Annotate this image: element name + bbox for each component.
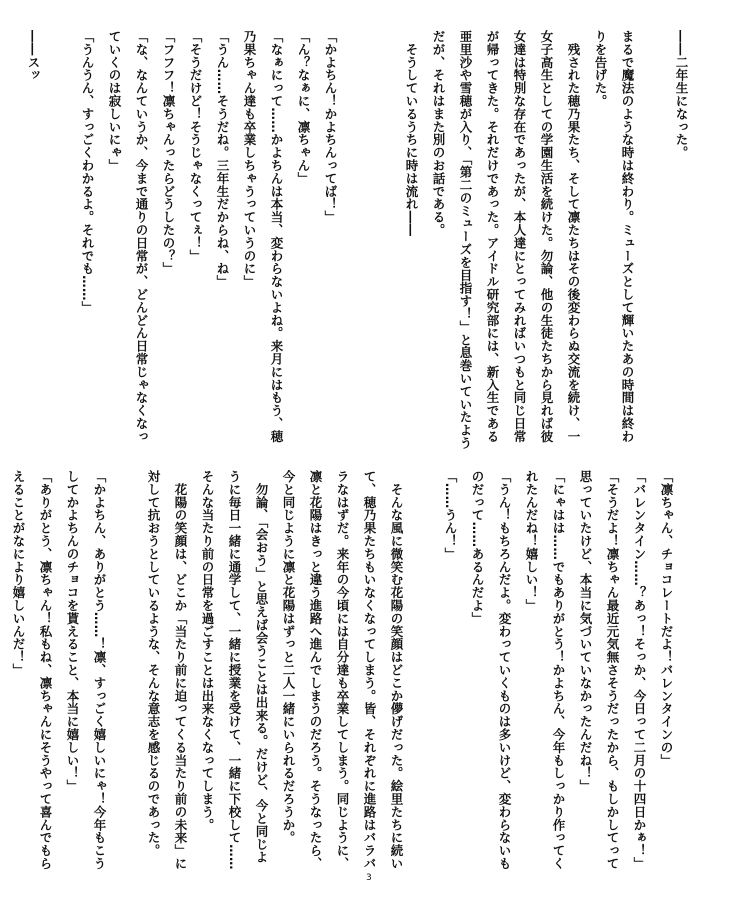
top-text-line: 「そうだけど！そうじゃなくってぇ！」 [188, 30, 203, 263]
bottom-text-line [113, 470, 140, 870]
top-text-line: ――スッ [26, 30, 41, 82]
bottom-text-line: 「そうだよ！凛ちゃん最近元気無さそうだったから、もしかしてって思っていたけど、本当に気づいていなかったんだね！」 [578, 470, 620, 870]
bottom-text-line: 「ありがとう、凛ちゃん！私もね、凛ちゃんにそうやって喜んでもらえることがなにより嬉しいんだ！」 [11, 470, 53, 870]
bottom-text-line: 「うん！もちろんだよ。変わっていくものは多いけど、変わらないものだって……あるんだよ」 [470, 470, 512, 870]
top-text-line: 「うん……そうだね。三年生だからね、ね」 [215, 30, 230, 288]
upper-text-block [26, 30, 695, 455]
bottom-text-line: 「かよちん、ありがとう……！凛、すっごく嬉しいにゃ！今年もこうしてかよちんのチョコを貰えること、本当に嬉しい！」 [65, 470, 107, 870]
top-text-line: 「うんうん、すっごくわかるよ。それでも……」 [80, 30, 95, 314]
top-text-line: まるで魔法のような時は終わり。ミューズとして輝いたあの時間は終わりを告げた。 [593, 30, 635, 443]
bottom-text-line: 「凛ちゃん、チョコレートだよ！バレンタインの」 [659, 470, 674, 767]
top-text-line [641, 30, 668, 455]
bottom-text-line: そんな風に微笑む花陽の笑顔はどこか儚げだった。絵里たちに続いて、穂乃果たちもいなくなってしまう。皆、それぞれに進路はバラバラなはずだ。来年の今頃には自分達も卒業してしまう。同じように、凛と花陽はきっと違う進路へ進んでしまうのだろう。そうなったら、今と同じように凛と花陽はずっと二人一緒にいられるだろうか。 [281, 470, 404, 870]
top-text-line: 「な、なんていうか、今まで通りの日常が、どんどん日常じゃなくなっていくのは寂しいにゃ」 [107, 30, 149, 443]
top-text-line: 残された穂乃果たち、そして凛たちはその後変わらぬ交流を続け、一女子高生としての学園生活を続けた。勿論、他の生徒たちから見れば彼女達は特別な存在であったが、本人達にとってみればいつもと同じ日常が帰ってきた。それだけであった。アイドル研究部には、新入生である亜里沙や雪穂が入り、「第二のミューズを目指す！」と息巻いていたようだが、それはまた別のお話である。 [431, 30, 581, 450]
top-text-line: 「フフフ！凛ちゃんったらどうしたの？」 [161, 30, 176, 276]
top-text-line: そうしているうちに時は流れ―― [404, 30, 419, 237]
page-number: 3 [366, 873, 372, 883]
top-text-line [47, 30, 74, 455]
bottom-text-line: 「にゃはは……でもありがとう！かよちん、今年もしっかり作ってくれたんだね！嬉しい！」 [524, 470, 566, 870]
bottom-text-line: 「……うん！」 [443, 470, 458, 561]
bottom-text-line [410, 470, 437, 870]
top-text-line: 「ん？なぁに、凛ちゃん」 [296, 30, 311, 185]
bottom-text-line: 勿論、「会おう」と思えば会うことは出来る。だけど、今と同じように毎日一緒に通学して、一緒に授業を受けて、一緒に下校して……そんな当たり前の日常を過ごすことは出来なくなってしまう。 [200, 470, 269, 870]
top-text-line: ――二年生になった。 [674, 30, 689, 159]
top-text-line: 「なぁにって……かよちんは本当、変わらないよね。来月にはもう、穂乃果ちゃん達も卒業しちゃうっていうのに」 [242, 30, 284, 443]
top-text-line [0, 30, 20, 455]
bottom-text-line: 花陽の笑顔は、どこか「当たり前に迫ってくる当たり前の未来」に対して抗おうとしているような、そんな意志を感じるのであった。 [146, 470, 188, 870]
top-text-line [344, 30, 371, 455]
top-text-line [371, 30, 398, 455]
lower-text-block [11, 470, 680, 870]
top-text-line: 「かよちん！かよちんってば！」 [323, 30, 338, 224]
bottom-text-line: 「バレンタイン……？あっ！そっか、今日って二月の十四日かぁ！」 [632, 470, 647, 870]
